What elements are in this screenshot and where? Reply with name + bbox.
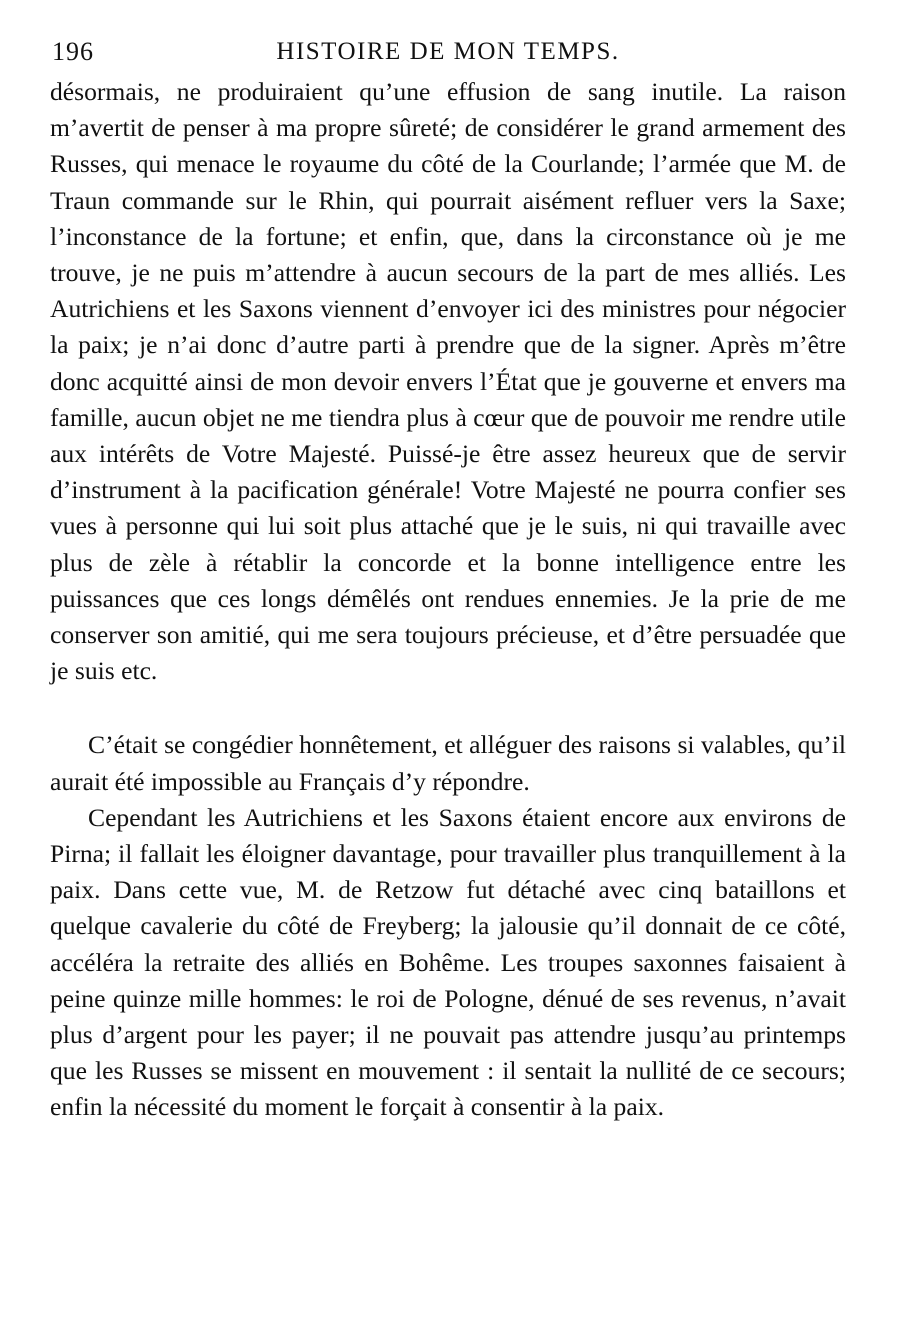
book-page <box>50 30 846 1126</box>
narrative-paragraph-2: Cependant les Autrichiens et les Saxons étaient encore aux environs de Pirna; il fallait les éloigner davantage, pour travailler plus tranquillement à la paix. Dans cette vue, M. de Retzow fut détaché avec cinq bataillons et quelque cavalerie du côté de Freyberg; la jalousie qu’il donnait de ce côté, accéléra la retraite des alliés en Bohême. Les troupes saxonnes faisaient à peine quinze mille hommes: le roi de Pologne, dénué de ses revenus, n’avait plus d’argent pour les payer; il ne pouvait pas attendre jusqu’au printemps que les Russes se missent en mouvement : il sentait la nullité de ce secours; enfin la nécessité du moment le forçait à consentir à la paix. <box>50 802 846 1122</box>
running-head <box>50 30 846 74</box>
letter-paragraph: désormais, ne produiraient qu’une effusion de sang inutile. La raison m’avertit de penser à ma propre sûreté; de considérer le grand armement des Russes, qui menace le royaume du côté de la Courlande; l’armée que M. de Traun commande sur le Rhin, qui pourrait aisément refluer vers la Saxe; l’inconstance de la fortune; et enfin, que, dans la circonstance où je me trouve, je ne puis m’attendre à aucun secours de la part de mes alliés. Les Autrichiens et les Saxons viennent d’envoyer ici des ministres pour négocier la paix; je n’ai donc d’autre parti à prendre que de la signer. Après m’être donc acquitté ainsi de mon devoir envers l’État que je gouverne et envers ma famille, aucun objet ne me tiendra plus à cœur que de pouvoir me rendre utile aux intérêts de Votre Majesté. Puissé-je être assez heureux que de servir d’instrument à la pacification générale! Votre Majesté ne pourra confier ses vues à personne qui lui soit plus attaché que je le suis, ni qui travaille avec plus de zèle à rétablir la concorde et la bonne intelligence entre les puissances que ces longs démêlés ont rendues ennemies. Je la prie de me conserver son amitié, qui me sera toujours précieuse, et d’être persuadée que je suis etc. <box>50 77 846 686</box>
page-number: 196 <box>52 37 94 66</box>
narrative-paragraph-1: C’était se congédier honnêtement, et alléguer des raisons si valables, qu’il aurait été impossible au Français d’y répondre. <box>50 730 846 796</box>
running-title: HISTOIRE DE MON TEMPS. <box>276 38 620 65</box>
letter-continuation <box>50 74 846 689</box>
narrative-section <box>50 727 846 1125</box>
